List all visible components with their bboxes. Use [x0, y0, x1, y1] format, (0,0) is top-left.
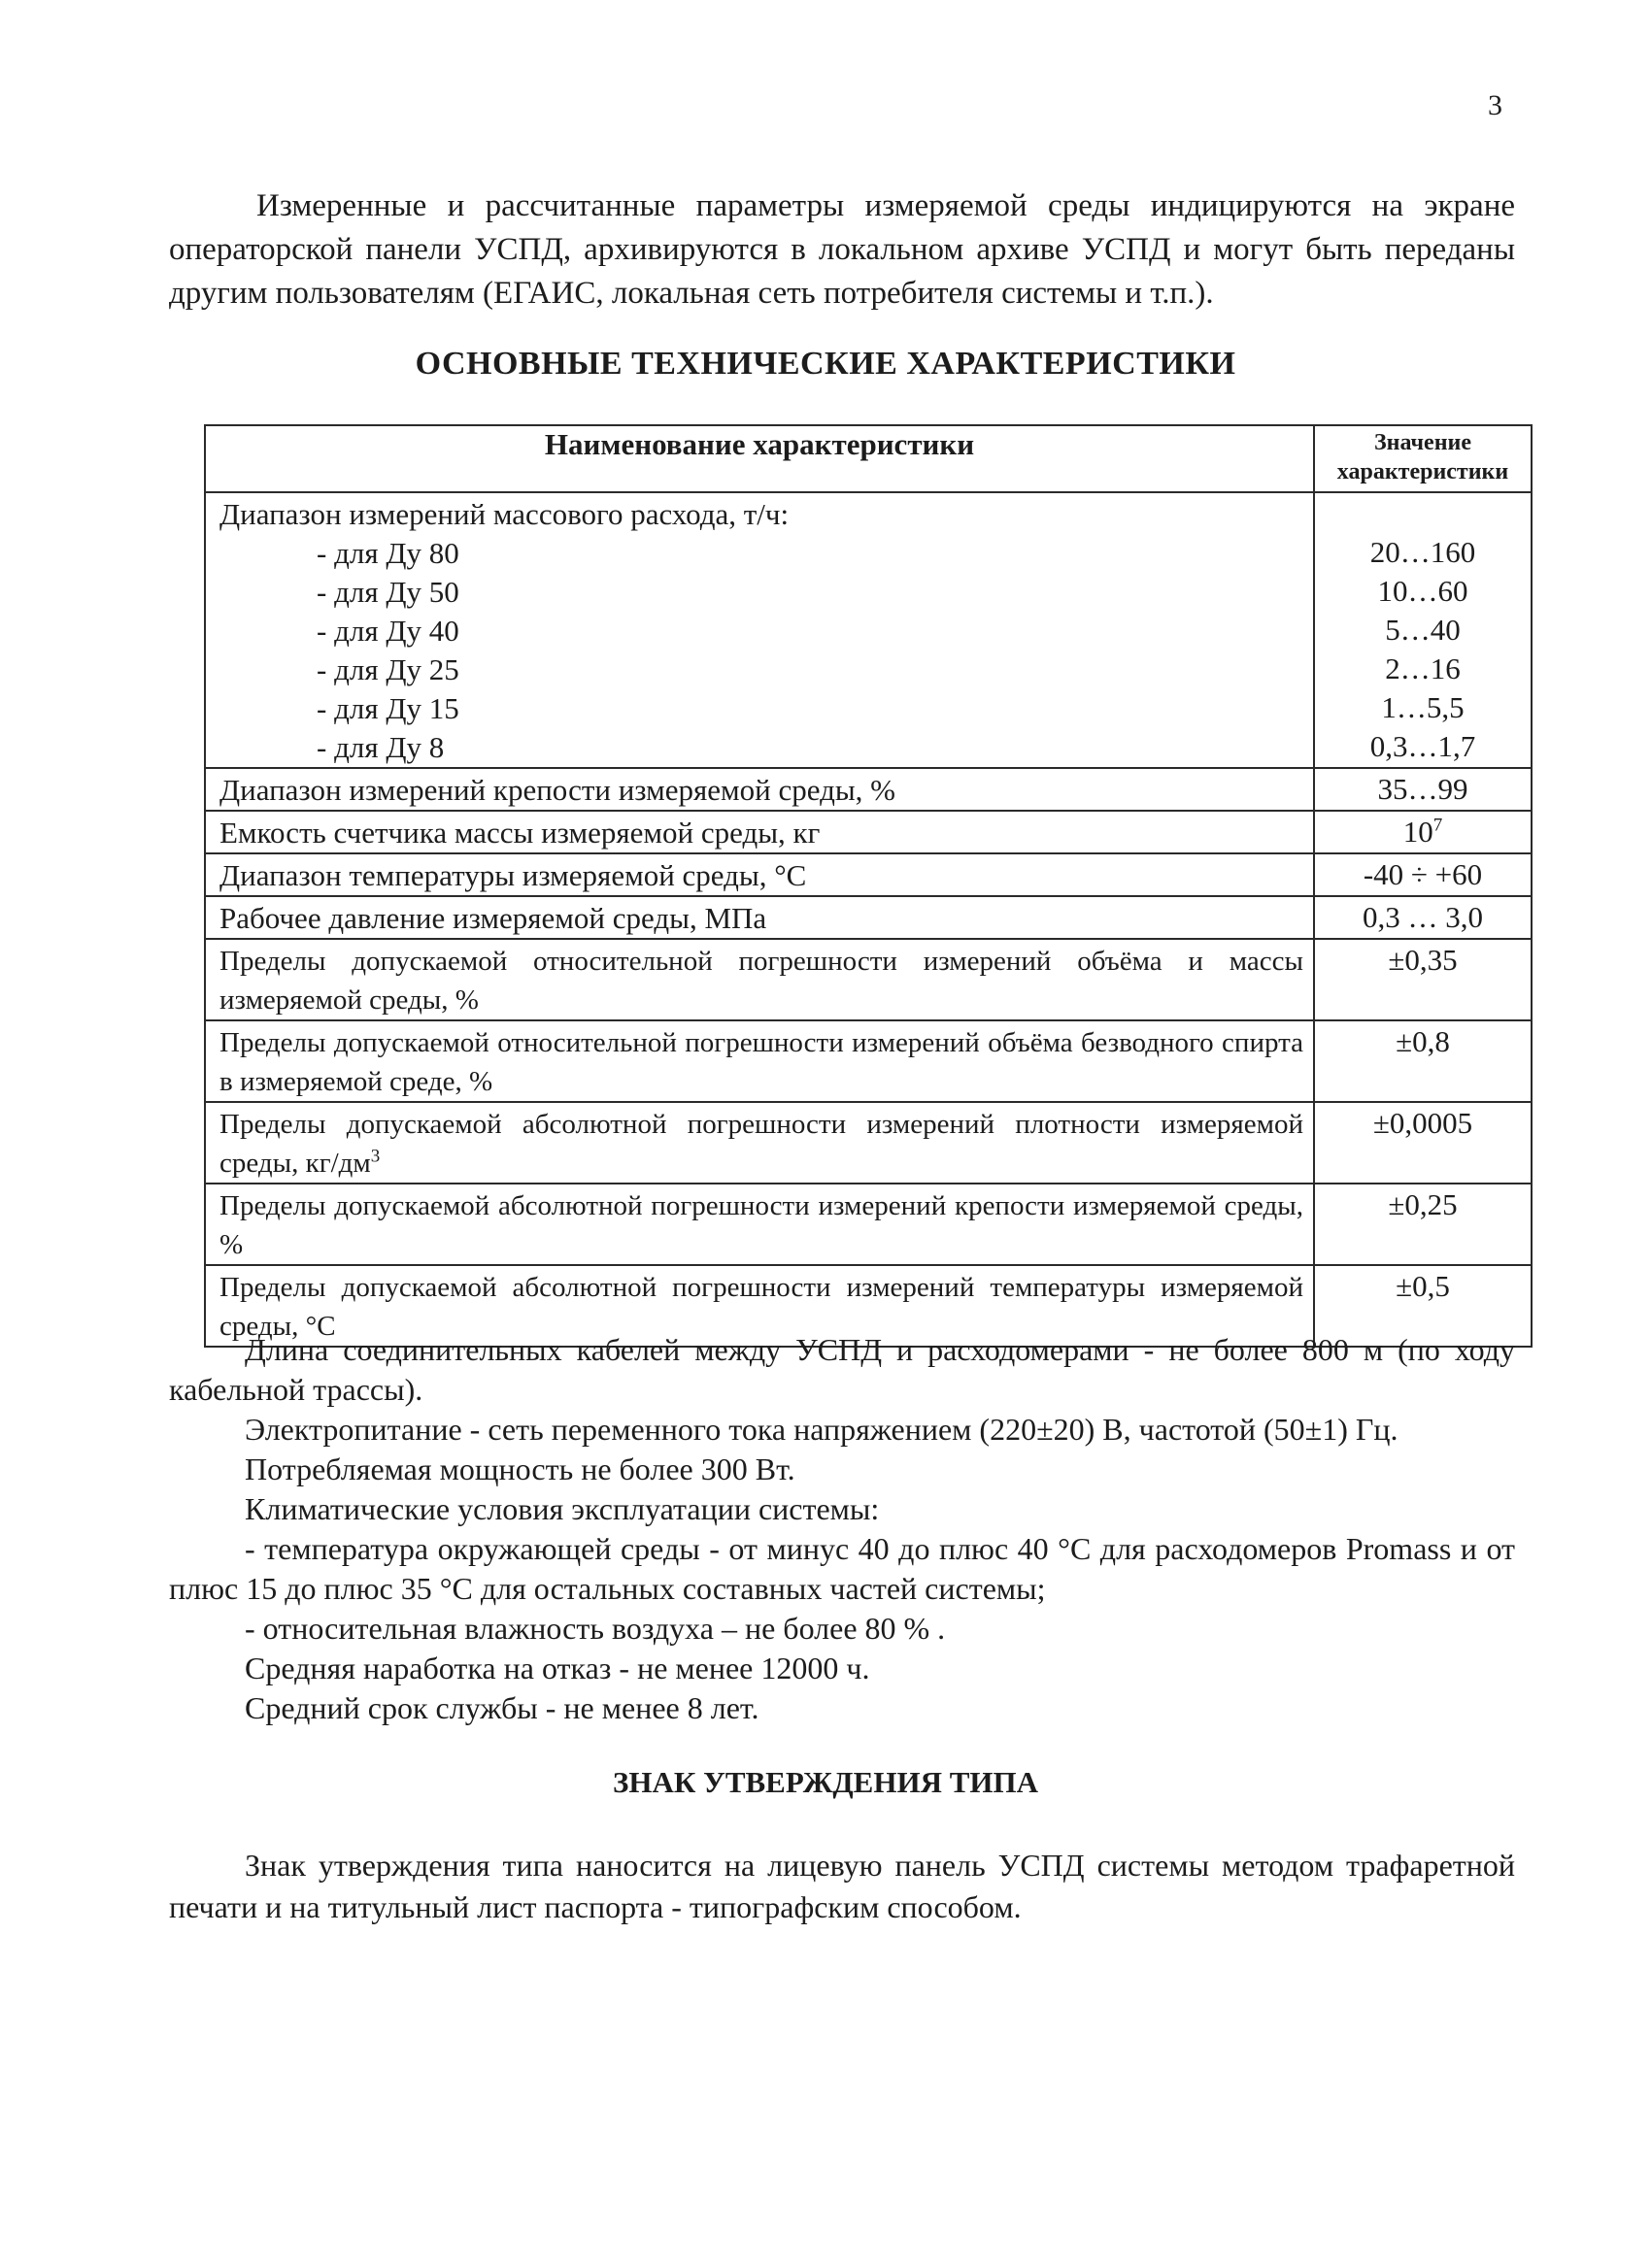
table-row-flow — [205, 492, 1532, 768]
table-row — [205, 1184, 1532, 1265]
row-value: 0,3 … 3,0 — [1314, 896, 1532, 939]
table-row — [205, 1102, 1532, 1184]
intro-paragraph: Измеренные и рассчитанные параметры измеряемой среды индицируются на экране операторской панели УСПД, архивируются в локальном архиве УСПД и могут быть переданы другим пользователям (ЕГАИС, локальная сеть потребителя системы и т.п.). — [169, 188, 1515, 311]
flow-item-value: 10…60 — [1377, 574, 1468, 608]
spec-paragraph: - относительная влажность воздуха – не более 80 % . — [245, 1611, 946, 1646]
row-value — [1314, 811, 1532, 853]
table-row — [205, 811, 1532, 853]
spec-paragraph: Климатические условия эксплуатации системы: — [245, 1491, 880, 1526]
spec-paragraph: Средняя наработка на отказ - не менее 12000 ч. — [245, 1651, 870, 1685]
row-value: ±0,35 — [1314, 939, 1532, 1020]
table-row — [205, 853, 1532, 896]
spec-paragraph: - температура окружающей среды - от минус 40 до плюс 40 °С для расходомеров Promass и от плюс 15 до плюс 35 °С для остальных составных частей системы; — [169, 1531, 1515, 1606]
row-label: Пределы допускаемой относительной погрешности измерений объёма и массы измеряемой среды, % — [205, 939, 1314, 1020]
row-value: ±0,25 — [1314, 1184, 1532, 1265]
spec-paragraph: Электропитание - сеть переменного тока напряжением (220±20) В, частотой (50±1) Гц. — [245, 1412, 1398, 1447]
row-value: 35…99 — [1314, 768, 1532, 811]
value-exponent: 7 — [1432, 815, 1443, 836]
flow-sublist — [219, 534, 1303, 767]
closing-paragraph: Знак утверждения типа наносится на лицевую панель УСПД системы методом трафаретной печати и на титульный лист паспорта - типографским способом. — [169, 1848, 1515, 1924]
row-label: Диапазон температуры измеряемой среды, °С — [205, 853, 1314, 896]
row-label-cell — [205, 1102, 1314, 1184]
table-row — [205, 896, 1532, 939]
row-value: ±0,0005 — [1314, 1102, 1532, 1184]
section-title-specs: ОСНОВНЫЕ ТЕХНИЧЕСКИЕ ХАРАКТЕРИСТИКИ — [415, 346, 1236, 382]
row-label: Пределы допускаемой абсолютной погрешности измерений крепости измеряемой среды, % — [205, 1184, 1314, 1265]
spec-paragraph: Средний срок службы - не менее 8 лет. — [245, 1690, 759, 1725]
spec-paragraph: Длина соединительных кабелей между УСПД и расходомерами - не более 800 м (по ходу кабельной трассы). — [169, 1332, 1515, 1407]
spec-paragraph: Потребляемая мощность не более 300 Вт. — [245, 1451, 795, 1486]
flow-item-label: - для Ду 25 — [317, 652, 459, 686]
flow-item-label: - для Ду 15 — [317, 691, 459, 725]
row-label: Пределы допускаемой абсолютной погрешности измерений температуры измеряемой среды, °С — [205, 1265, 1314, 1347]
flow-values — [1316, 494, 1530, 766]
flow-label: Диапазон измерений массового расхода, т/ч: — [219, 497, 790, 531]
flow-item-value: 20…160 — [1369, 535, 1476, 569]
section-title-type-approval: ЗНАК УТВЕРЖДЕНИЯ ТИПА — [612, 1765, 1039, 1799]
row-label: Рабочее давление измеряемой среды, МПа — [205, 896, 1314, 939]
label-exponent: 3 — [370, 1146, 381, 1167]
header-name: Наименование характеристики — [205, 425, 1314, 492]
row-label: Емкость счетчика массы измеряемой среды, кг — [205, 811, 1314, 853]
flow-item-value: 2…16 — [1385, 651, 1461, 685]
row-value: ±0,8 — [1314, 1020, 1532, 1102]
table-row — [205, 1020, 1532, 1102]
row-label: Диапазон измерений крепости измеряемой среды, % — [205, 768, 1314, 811]
flow-cell — [205, 492, 1314, 768]
flow-item-value: 5…40 — [1385, 613, 1461, 647]
flow-spacer — [1316, 494, 1530, 533]
specs-text-block — [169, 1330, 1515, 1728]
page-number: 3 — [1488, 89, 1502, 121]
flow-item-label: - для Ду 8 — [317, 730, 445, 764]
row-label: Пределы допускаемой относительной погрешности измерений объёма безводного спирта в измеряемой среде, % — [205, 1020, 1314, 1102]
row-value: ±0,5 — [1314, 1265, 1532, 1347]
flow-values-cell — [1314, 492, 1532, 768]
table-row — [205, 939, 1532, 1020]
row-label: Пределы допускаемой абсолютной погрешности измерений плотности измеряемой среды, кг/дм — [219, 1109, 1303, 1179]
header-value: Значение характеристики — [1314, 425, 1532, 492]
flow-item-label: - для Ду 50 — [317, 575, 459, 609]
table-row — [205, 768, 1532, 811]
flow-item-label: - для Ду 80 — [317, 536, 459, 570]
table-header-row — [205, 425, 1532, 492]
flow-item-value: 0,3…1,7 — [1369, 729, 1476, 763]
flow-item-value: 1…5,5 — [1381, 690, 1465, 724]
specs-table — [204, 424, 1533, 1348]
value-base: 10 — [1402, 815, 1433, 849]
row-value: -40 ÷ +60 — [1314, 853, 1532, 896]
flow-item-label: - для Ду 40 — [317, 614, 459, 648]
